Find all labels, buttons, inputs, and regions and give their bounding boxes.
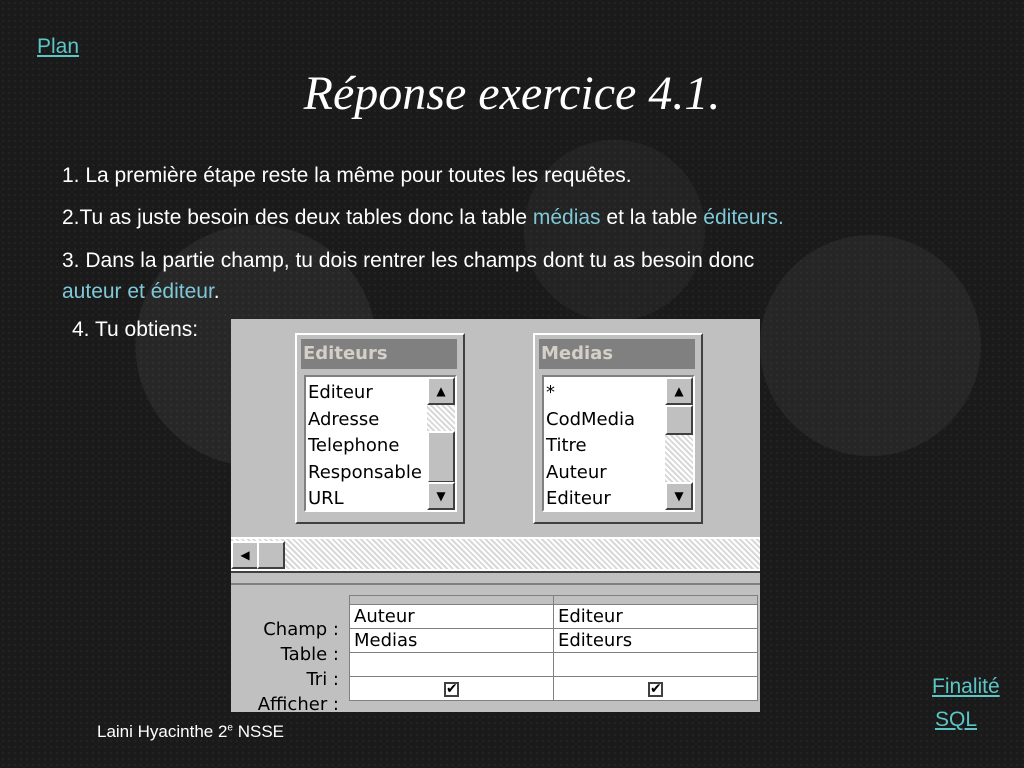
footer-name: Laini Hyacinthe 2	[97, 722, 228, 741]
page-title: Réponse exercice 4.1.	[303, 67, 721, 120]
scroll-thumb[interactable]	[257, 541, 285, 569]
field-list[interactable]	[304, 375, 457, 512]
field-item[interactable]: Editeur	[546, 488, 611, 509]
step-3-highlight: auteur et éditeur	[62, 280, 214, 303]
row-label-champ: Champ :	[263, 619, 339, 640]
field-item[interactable]: Editeur	[308, 382, 373, 403]
footer-sup: e	[227, 722, 233, 734]
field-item[interactable]: URL	[308, 488, 344, 509]
step-2-mid: et la table	[600, 206, 704, 229]
field-item[interactable]: *	[546, 382, 555, 403]
down-arrow-icon[interactable]: ▼	[427, 482, 455, 510]
scroll-thumb[interactable]	[427, 431, 455, 483]
step-2-editeurs: éditeurs.	[703, 206, 784, 229]
finalite-link[interactable]: Finalité	[932, 675, 1000, 698]
field-item[interactable]: Telephone	[308, 435, 400, 456]
pane-splitter[interactable]	[231, 571, 760, 585]
field-item[interactable]: CodMedia	[546, 408, 636, 430]
grid-cell-afficher[interactable]	[350, 677, 554, 701]
row-label-afficher: Afficher :	[257, 694, 339, 712]
step-2-text	[62, 206, 784, 230]
step-4-text: 4. Tu obtiens:	[72, 318, 199, 341]
grid-cell-champ[interactable]: Editeur	[554, 605, 758, 629]
table-window-title[interactable]: Editeurs	[301, 339, 457, 369]
down-arrow-icon[interactable]: ▼	[665, 482, 693, 510]
grid-cell-table[interactable]: Editeurs	[554, 629, 758, 653]
column-selector[interactable]	[350, 596, 554, 605]
step-2-medias: médias	[532, 206, 601, 229]
row-label-tri: Tri :	[306, 669, 339, 690]
step-1-text: 1. La première étape reste la même pour toutes les requêtes.	[62, 164, 632, 187]
scroll-thumb[interactable]	[665, 405, 693, 435]
grid-cell-champ[interactable]: Auteur	[350, 605, 554, 629]
up-arrow-icon[interactable]: ▲	[665, 377, 693, 405]
left-arrow-icon[interactable]: ◀	[231, 541, 259, 569]
grid-cell-afficher[interactable]	[554, 677, 758, 701]
query-designer-screenshot	[231, 319, 760, 712]
step-3-continuation	[62, 280, 220, 304]
vertical-scrollbar[interactable]	[427, 377, 455, 510]
grid-cell-tri[interactable]	[554, 653, 758, 677]
query-grid-table	[349, 595, 758, 701]
footer-rest: NSSE	[232, 722, 285, 741]
checkbox-checked-icon[interactable]: ✔	[446, 680, 458, 697]
design-grid	[231, 585, 760, 712]
sql-link[interactable]: SQL	[935, 708, 978, 731]
table-window-medias[interactable]	[533, 333, 703, 524]
checkbox-checked-icon[interactable]: ✔	[650, 680, 662, 697]
row-label-table: Table :	[280, 644, 339, 665]
footer-author	[97, 722, 284, 742]
field-list[interactable]	[542, 375, 695, 512]
field-item[interactable]: Responsable	[308, 461, 422, 483]
column-selector[interactable]	[554, 596, 758, 605]
table-window-title[interactable]: Medias	[539, 339, 695, 369]
grid-cell-table[interactable]: Medias	[350, 629, 554, 653]
field-item[interactable]: Auteur	[546, 461, 607, 483]
step-2-prefix: 2.Tu as juste besoin des deux tables donc la table	[62, 206, 533, 229]
field-item[interactable]: Adresse	[308, 408, 380, 430]
table-window-editeurs[interactable]	[295, 333, 465, 524]
plan-link[interactable]: Plan	[37, 35, 80, 58]
vertical-scrollbar[interactable]	[665, 377, 693, 510]
step-3-end: .	[213, 280, 220, 303]
step-3-text: 3. Dans la partie champ, tu dois rentrer les champs dont tu as besoin donc	[62, 249, 755, 272]
up-arrow-icon[interactable]: ▲	[427, 377, 455, 405]
field-item[interactable]: Titre	[546, 435, 587, 456]
tables-pane	[231, 319, 760, 537]
grid-cell-tri[interactable]	[350, 653, 554, 677]
horizontal-scrollbar[interactable]	[231, 539, 760, 569]
